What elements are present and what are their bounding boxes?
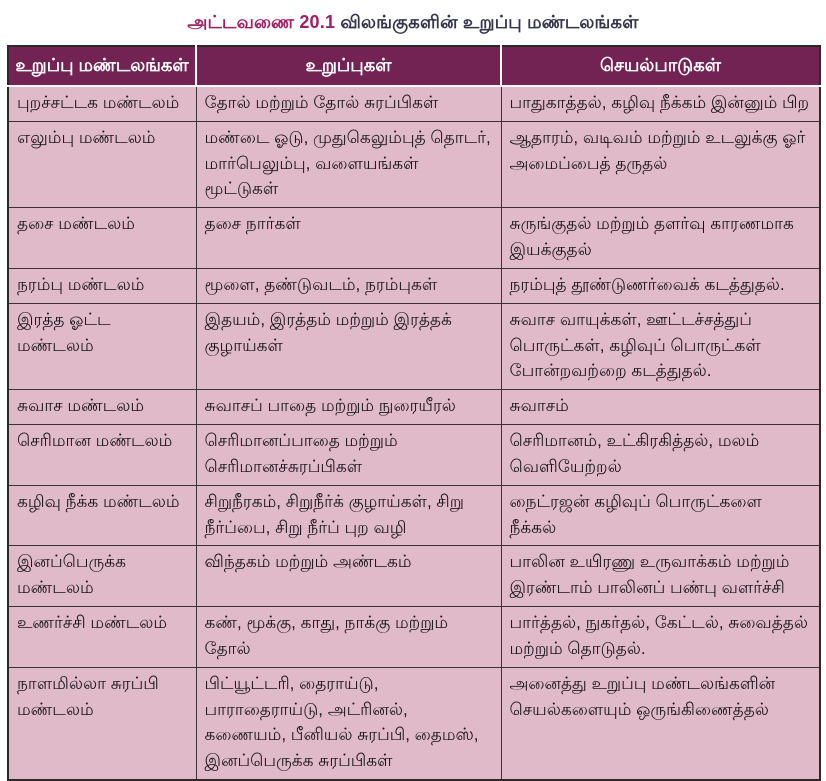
- cell-functions: நரம்புத் தூண்டுணர்வைக் கடத்துதல்.: [501, 268, 820, 303]
- table-row: [8, 546, 820, 607]
- table-title-number: அட்டவணை 20.1: [187, 12, 336, 32]
- cell-system: புறச்சட்டக மண்டலம்: [8, 86, 196, 121]
- cell-system: உணர்ச்சி மண்டலம்: [8, 607, 196, 668]
- table-row: [8, 121, 820, 207]
- cell-system: நாளமில்லா சுரப்பி மண்டலம்: [8, 667, 196, 780]
- table-title: [7, 12, 819, 35]
- cell-system: நரம்பு மண்டலம்: [8, 268, 196, 303]
- cell-functions: பாதுகாத்தல், கழிவு நீக்கம் இன்னும் பிற: [501, 86, 820, 121]
- cell-functions: பார்த்தல், நுகர்தல், கேட்டல், சுவைத்தல் மற்றும் தொடுதல்.: [501, 607, 820, 668]
- header-row: [8, 46, 820, 86]
- cell-organs: இதயம், இரத்தம் மற்றும் இரத்தக் குழாய்கள்: [196, 303, 501, 389]
- table-row: [8, 268, 820, 303]
- table-row: [8, 208, 820, 269]
- cell-functions: நைட்ரஜன் கழிவுப் பொருட்களை நீக்கல்: [501, 485, 820, 546]
- table-row: [8, 86, 820, 121]
- cell-organs: சுவாசப் பாதை மற்றும் நுரையீரல்: [196, 390, 501, 425]
- table-row: [8, 667, 820, 780]
- cell-organs: தசை நார்கள்: [196, 208, 501, 269]
- header-functions: செயல்பாடுகள்: [501, 46, 820, 86]
- cell-organs: மண்டை ஓடு, முதுகெலும்புத் தொடர், மார்பெலும்பு, வளையங்கள் மூட்டுகள்: [196, 121, 501, 207]
- cell-organs: மூளை, தண்டுவடம், நரம்புகள்: [196, 268, 501, 303]
- cell-functions: சுவாச வாயுக்கள், ஊட்டச்சத்துப் பொருட்கள், கழிவுப் பொருட்கள் போன்றவற்றை கடத்துதல்.: [501, 303, 820, 389]
- table-row: [8, 485, 820, 546]
- table-row: [8, 425, 820, 486]
- cell-system: சுவாச மண்டலம்: [8, 390, 196, 425]
- cell-functions: பாலின உயிரணு உருவாக்கம் மற்றும் இரண்டாம் பாலினப் பண்பு வளர்ச்சி: [501, 546, 820, 607]
- cell-organs: சிறுநீரகம், சிறுநீர்க் குழாய்கள், சிறு நீர்ப்பை, சிறு நீர்ப் புற வழி: [196, 485, 501, 546]
- cell-system: இனப்பெருக்க மண்டலம்: [8, 546, 196, 607]
- cell-functions: செரிமானம், உட்கிரகித்தல், மலம் வெளியேற்றல்: [501, 425, 820, 486]
- organ-systems-table: [7, 45, 821, 781]
- table-row: [8, 303, 820, 389]
- table-row: [8, 390, 820, 425]
- cell-system: செரிமான மண்டலம்: [8, 425, 196, 486]
- cell-organs: செரிமானப்பாதை மற்றும் செரிமானச்சுரப்பிகள்: [196, 425, 501, 486]
- cell-organs: விந்தகம் மற்றும் அண்டகம்: [196, 546, 501, 607]
- cell-functions: ஆதாரம், வடிவம் மற்றும் உடலுக்கு ஓர் அமைப்பைத் தருதல்: [501, 121, 820, 207]
- cell-organs: கண், மூக்கு, காது, நாக்கு மற்றும் தோல்: [196, 607, 501, 668]
- cell-functions: சுருங்குதல் மற்றும் தளர்வு காரணமாக இயக்குதல்: [501, 208, 820, 269]
- cell-system: கழிவு நீக்க மண்டலம்: [8, 485, 196, 546]
- cell-organs: பிட்யூட்டரி, தைராய்டு, பாராதைராய்டு, அட்ரினல், கணையம், பீனியல் சுரப்பி, தைமஸ், இனப்பெருக்க சுரப்பிகள்: [196, 667, 501, 780]
- cell-functions: அனைத்து உறுப்பு மண்டலங்களின் செயல்களையும் ஒருங்கிணைத்தல்: [501, 667, 820, 780]
- header-organs: உறுப்புகள்: [196, 46, 501, 86]
- cell-organs: தோல் மற்றும் தோல் சுரப்பிகள்: [196, 86, 501, 121]
- table-row: [8, 607, 820, 668]
- cell-functions: சுவாசம்: [501, 390, 820, 425]
- header-organ-systems: உறுப்பு மண்டலங்கள்: [8, 46, 196, 86]
- cell-system: தசை மண்டலம்: [8, 208, 196, 269]
- cell-system: எலும்பு மண்டலம்: [8, 121, 196, 207]
- table-title-text: விலங்குகளின் உறுப்பு மண்டலங்கள்: [340, 12, 639, 32]
- cell-system: இரத்த ஓட்ட மண்டலம்: [8, 303, 196, 389]
